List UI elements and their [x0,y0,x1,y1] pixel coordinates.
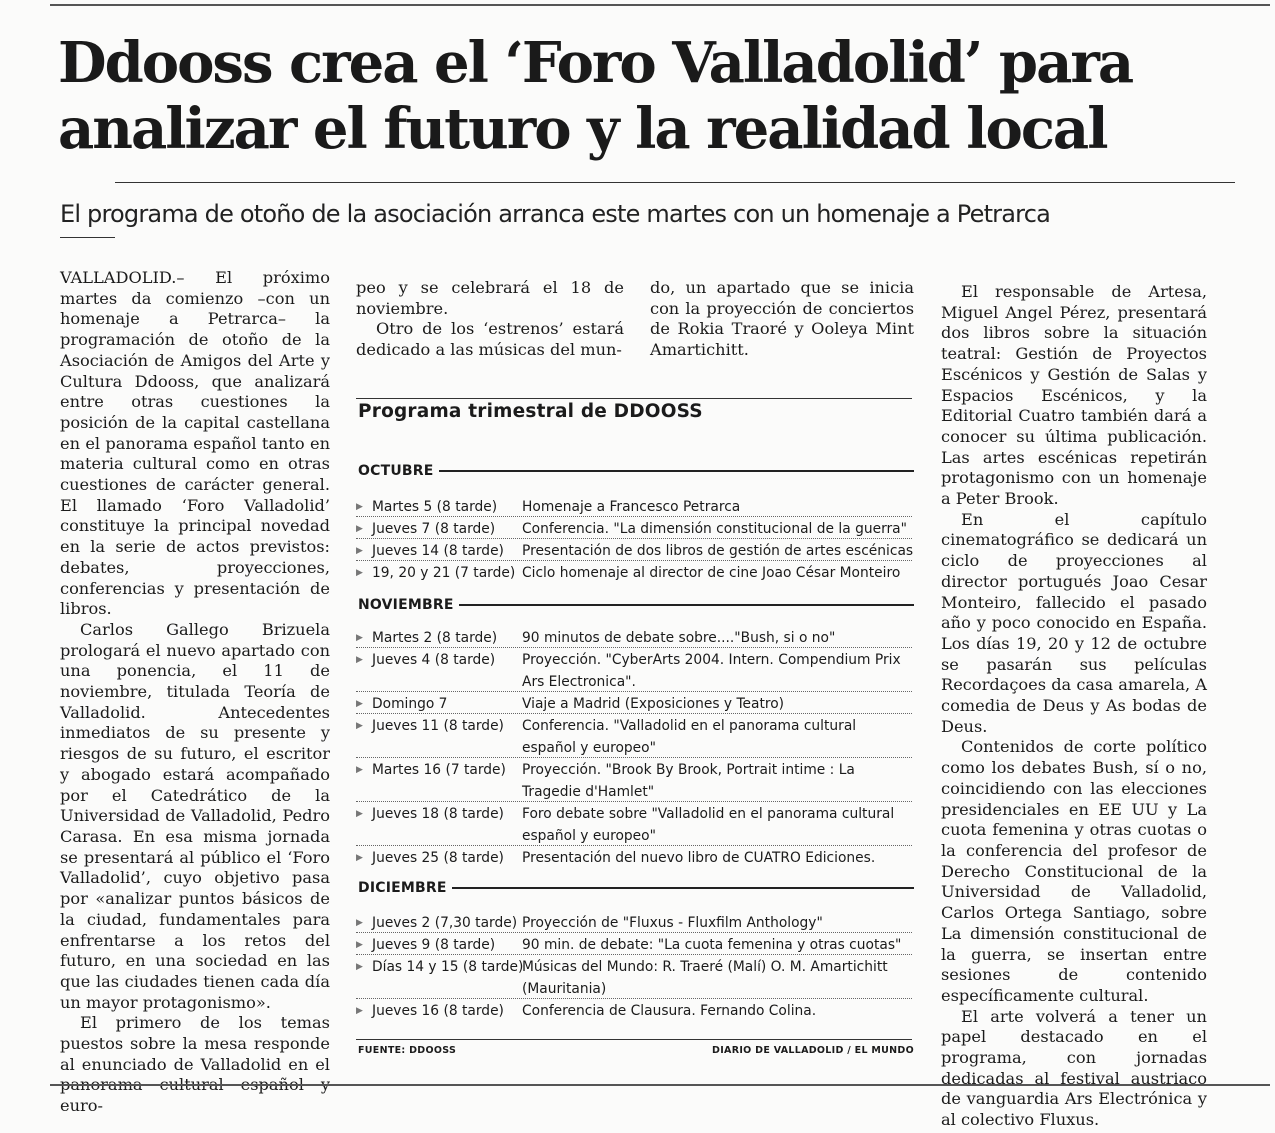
paragraph: El responsable de Artesa, Miguel Angel Pérez, presentará dos libros sobre la situación teatral: Gestión de Proyectos Escénicos y Gestión de Salas y Espacios Escénicos, y la Editorial Cuatro también dará a conocer su última publicación. Las artes escénicas repetirán protagonismo con un homenaje a Peter Brook. [941,282,1207,509]
headline-line-2: analizar el futuro y la realidad local [58,96,1107,162]
event-date: ▶ Días 14 y 15 (8 tarde) [372,957,523,979]
subtitle-rule [115,182,1235,183]
bottom-rule [50,1084,1270,1086]
event-date: ▶ Jueves 14 (8 tarde) [372,541,504,563]
event-date: ▶ Jueves 25 (8 tarde) [372,848,504,870]
month-label: OCTUBRE [358,463,434,479]
month-header-diciembre [358,880,914,896]
event-desc: Conferencia. "Valladolid en el panorama cultural español y europeo" [522,718,857,756]
event-desc: Ciclo homenaje al director de cine Joao César Monteiro [522,565,901,581]
paragraph: En el capítulo cinematográfico se dedicará un ciclo de proyecciones al director portugués Joao Cesar Monteiro, fallecido el pasado año y poco conocido en España. Los días 19, 20 y 12 de octubre se pasarán sus películas Recordaçoes da casa amarela, A comedia de Deus y As bodas de Deus. [941,509,1207,736]
article-column-3 [650,278,914,361]
event-desc: Músicas del Mundo: R. Traeré (Malí) O. M. Amartichitt (Mauritania) [522,959,888,997]
event-date: ▶ Jueves 7 (8 tarde) [372,519,495,541]
event-desc: Proyección. "Brook By Brook, Portrait intime : La Tragedie d'Hamlet" [522,762,855,800]
event-date: ▶ Jueves 18 (8 tarde) [372,804,504,826]
event-desc: 90 minutos de debate sobre...."Bush, si o no" [522,630,836,646]
paragraph: El primero de los temas puestos sobre la mesa responde al enunciado de Valladolid en el panorama cultural español y euro- [60,1013,330,1116]
paragraph: peo y se celebrará el 18 de noviembre. [356,278,624,318]
paragraph: VALLADOLID.– El próximo martes da comienzo –con un homenaje a Petrarca– la programación de otoño de la Asociación de Amigos del Arte y Cultura Ddooss, que analizará entre otras cuestiones la posición de la capital castellana en el panorama español tanto en materia cultural como en otras cuestiones de carácter general. El llamado ‘Foro Valladolid’ constituye la principal novedad en la serie de actos previstos: debates, proyecciones, conferencias y presentación de libros. [60,268,330,619]
event-date: ▶ Jueves 9 (8 tarde) [372,935,495,957]
event-desc: 90 min. de debate: "La cuota femenina y otras cuotas" [522,937,902,953]
paragraph: Contenidos de corte político como los debates Bush, sí o no, coincidiendo con las elecciones presidenciales en EE UU y La cuota femenina y otras cuotas o la conferencia del profesor de Derecho Constitucional de la Universidad de Valladolid, Carlos Ortega Santiago, sobre La dimensión constitucional de la guerra, se insertan entre sesiones de contenido específicamente cultural. [941,737,1207,1005]
event-date: ▶ Jueves 16 (8 tarde) [372,1001,504,1023]
event-date: ▶ Martes 5 (8 tarde) [372,497,497,519]
month-label: DICIEMBRE [358,880,447,896]
article-column-1 [60,268,330,1117]
article-column-2 [356,278,624,361]
headline-line-1: Ddooss crea el ‘Foro Valladolid’ para [58,30,1133,96]
event-desc: Homenaje a Francesco Petrarca [522,499,741,515]
event-desc: Proyección de "Fluxus - Fluxfilm Anthology" [522,915,823,931]
headline [58,30,1238,162]
event-date: ▶ 19, 20 y 21 (7 tarde) [372,563,515,585]
paragraph: El arte volverá a tener un papel destacado en el programa, con jornadas dedicadas al festival austriaco de vanguardia Ars Electrónica y al colectivo Fluxus. [941,1006,1207,1130]
event-desc: Conferencia de Clausura. Fernando Colina. [522,1003,817,1019]
programa-box [356,395,914,1065]
graphic-credit: DIARIO DE VALLADOLID / EL MUNDO [712,1045,914,1056]
box-top-rule [356,398,912,399]
subtitle: El programa de otoño de la asociación arranca este martes con un homenaje a Petrarca [60,200,1050,228]
event-desc: Presentación del nuevo libro de CUATRO Ediciones. [522,850,876,866]
top-rule [50,4,1270,6]
month-header-octubre [358,463,914,479]
paragraph: Otro de los ‘estrenos’ estará dedicado a las músicas del mun- [356,319,624,360]
event-date: ▶ Martes 2 (8 tarde) [372,628,497,650]
source-credit: FUENTE: DDOOSS [358,1045,457,1056]
subtitle-rule-short [60,237,115,238]
article-column-4 [941,282,1207,1131]
paragraph: do, un apartado que se inicia con la proyección de conciertos de Rokia Traoré y Ooleya Mint Amartichitt. [650,278,914,360]
month-label: NOVIEMBRE [358,597,454,613]
paragraph: Carlos Gallego Brizuela prologará el nuevo apartado con una ponencia, el 11 de noviembre, titulada Teoría de Valladolid. Antecedentes inmediatos de su presente y riesgos de su futuro, el escritor y abogado estará acompañado por el Catedrático de la Universidad de Valladolid, Pedro Carasa. En esa misma jornada se presentará al público el ‘Foro Valladolid’, cuyo objetivo pasa por «analizar puntos básicos de la ciudad, fundamentales para enfrentarse a los retos del futuro, en una sociedad en las que las ciudades tienen cada día un mayor protagonismo». [60,619,330,1012]
event-desc: Conferencia. "La dimensión constitucional de la guerra" [522,521,907,537]
event-date: ▶ Domingo 7 [372,694,447,716]
event-date: ▶ Jueves 11 (8 tarde) [372,716,504,738]
event-desc: Foro debate sobre "Valladolid en el panorama cultural español y europeo" [522,806,895,844]
event-desc: Proyección. "CyberArts 2004. Intern. Compendium Prix Ars Electronica". [522,652,901,690]
event-desc: Viaje a Madrid (Exposiciones y Teatro) [522,696,785,712]
event-date: ▶ Jueves 2 (7,30 tarde) [372,913,517,935]
box-bottom-rule [356,1039,912,1040]
event-desc: Presentación de dos libros de gestión de artes escénicas [522,543,914,559]
event-date: ▶ Jueves 4 (8 tarde) [372,650,495,672]
event-date: ▶ Martes 16 (7 tarde) [372,760,506,782]
programa-title: Programa trimestral de DDOOSS [358,401,703,422]
month-header-noviembre [358,597,914,613]
